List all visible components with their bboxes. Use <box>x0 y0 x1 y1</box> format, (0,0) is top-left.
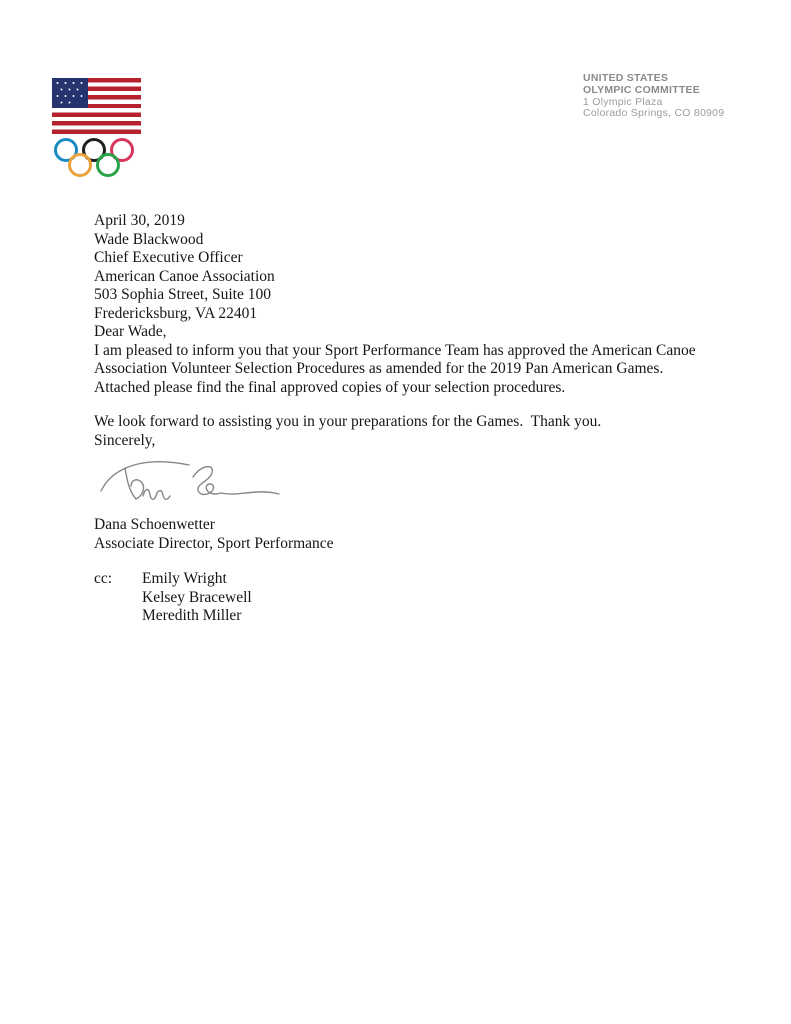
recipient-address <box>94 231 742 324</box>
closing: Sincerely, <box>94 431 156 449</box>
org-address-line1: 1 Olympic Plaza <box>583 95 663 108</box>
flag-stars <box>52 78 54 80</box>
recipient-organization: American Canoe Association <box>94 267 275 285</box>
signer-name: Dana Schoenwetter <box>94 516 215 533</box>
org-name-line1: UNITED STATES <box>583 72 669 84</box>
paragraph-2: Attached please find the final approved copies of your selection procedures. <box>94 378 566 396</box>
ring-green-icon <box>96 153 120 177</box>
paragraph-1: I am pleased to inform you that your Sport Performance Team has approved the American Canoe Association Volunteer Selection Procedures as amended for the 2019 Pan American Games. <box>94 341 699 377</box>
us-flag-icon <box>52 78 141 134</box>
cc-name-2: Kelsey Bracewell <box>142 588 252 606</box>
cc-names <box>142 570 252 626</box>
recipient-name: Wade Blackwood <box>94 230 204 248</box>
letterhead-address <box>583 73 724 120</box>
olympic-rings-icon <box>54 138 142 185</box>
signer-block <box>94 516 742 553</box>
flag-canton <box>52 78 88 108</box>
letter-body <box>94 212 742 626</box>
cc-name-1: Emily Wright <box>142 570 227 587</box>
signature-image <box>94 450 742 516</box>
cc-name-3: Meredith Miller <box>142 607 242 624</box>
org-address-line2: Colorado Springs, CO 80909 <box>583 107 725 120</box>
ring-yellow-icon <box>68 153 92 177</box>
paragraph-3: We look forward to assisting you in your preparations for the Games. Thank you. <box>94 413 602 430</box>
signer-title: Associate Director, Sport Performance <box>94 534 334 552</box>
letter-date: April 30, 2019 <box>94 212 185 229</box>
cc-label: cc: <box>94 570 113 587</box>
salutation: Dear Wade, <box>94 323 167 340</box>
org-name-line2: OLYMPIC COMMITTEE <box>583 83 701 96</box>
recipient-street: 503 Sophia Street, Suite 100 <box>94 286 271 303</box>
recipient-city-state-zip: Fredericksburg, VA 22401 <box>94 304 258 322</box>
recipient-title: Chief Executive Officer <box>94 249 243 266</box>
cc-block <box>94 570 742 626</box>
usoc-logo <box>52 78 142 186</box>
